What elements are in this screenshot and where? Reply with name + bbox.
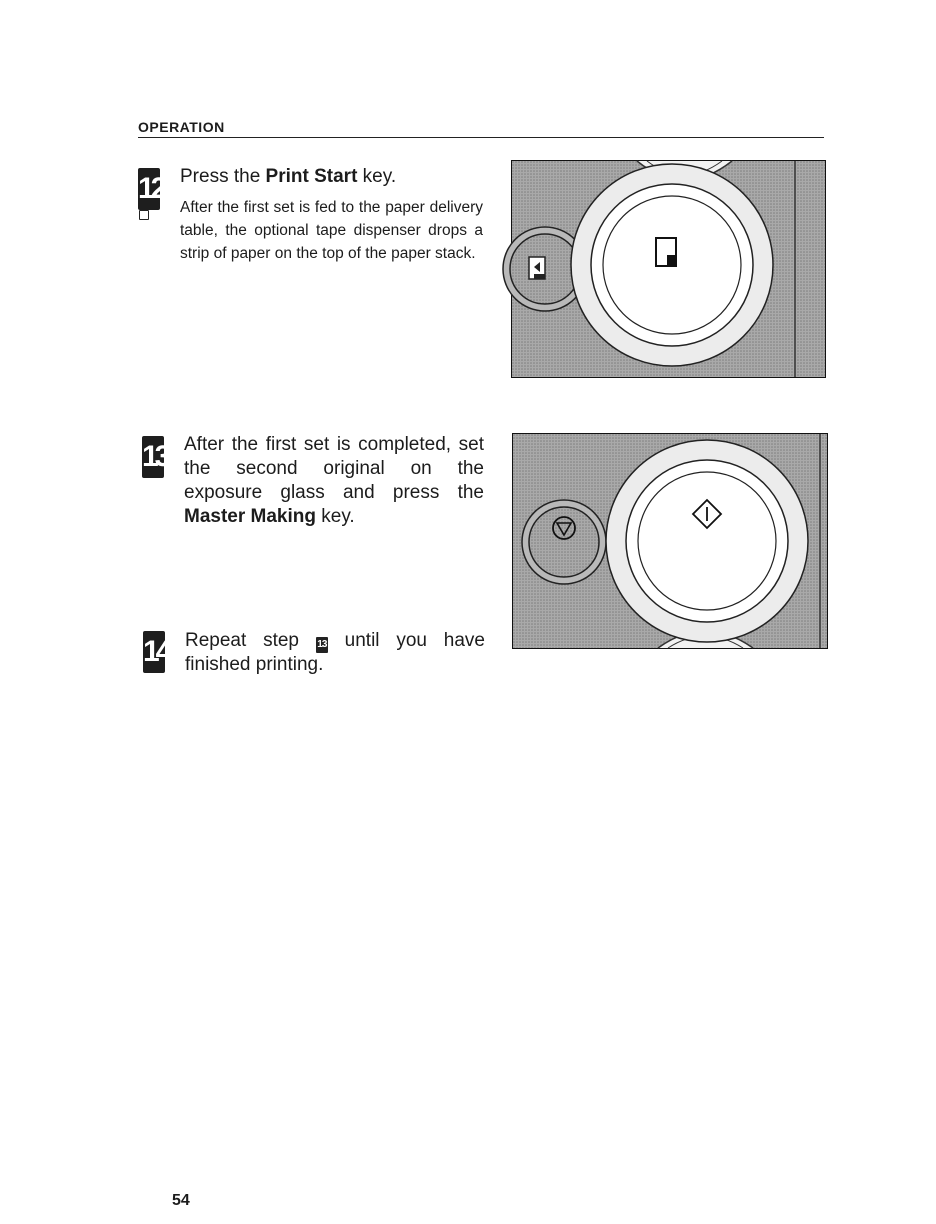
step-14-text-prefix: Repeat step — [185, 630, 316, 651]
step-12-badge: 12 — [138, 168, 160, 210]
step-13-text-suffix: key. — [315, 506, 355, 527]
print-start-panel-drawing — [512, 161, 825, 377]
step-12-title — [180, 165, 480, 189]
section-header: OPERATION — [138, 119, 824, 138]
note-icon — [139, 210, 149, 220]
tape-dispenser-icon — [529, 257, 545, 279]
step-12-title-suffix: key. — [357, 166, 397, 187]
page-number: 54 — [172, 1192, 190, 1209]
step-13-badge: 13 — [142, 436, 164, 478]
master-making-key-label: Master Making — [184, 506, 316, 527]
step-12-note: After the first set is fed to the paper delivery table, the optional tape dispenser drops a strip of paper on the top of the paper stack. — [180, 199, 483, 262]
step-13-text-prefix: After the first set is completed, set the second original on the exposure glass and press the — [184, 434, 484, 503]
print-start-key-label: Print Start — [265, 166, 358, 187]
print-start-panel — [511, 160, 826, 378]
step-14-text-suffix: until you have finished printing. — [185, 630, 485, 675]
step-12-title-prefix: Press the — [180, 166, 266, 187]
print-start-icon — [656, 238, 676, 266]
step-13-reference-badge: 13 — [316, 637, 328, 653]
step-14-badge: 14 — [143, 631, 165, 673]
master-making-panel — [512, 433, 828, 649]
step-13-text — [184, 433, 484, 529]
step-14-text — [185, 629, 485, 677]
master-making-panel-drawing — [513, 434, 827, 648]
